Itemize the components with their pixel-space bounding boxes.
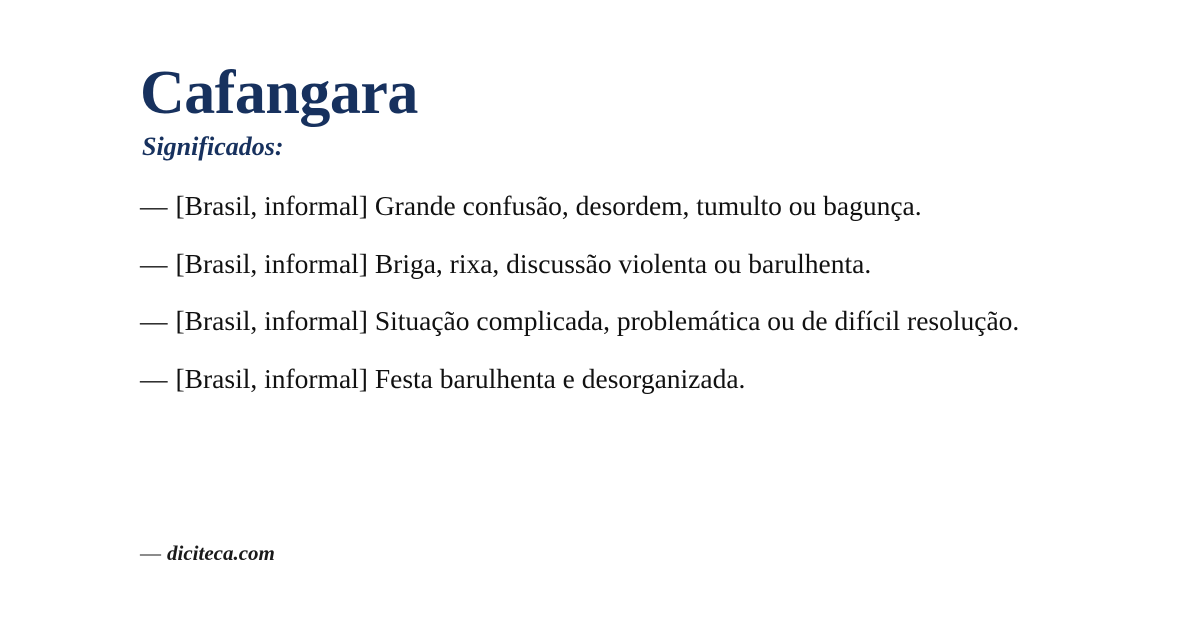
bullet-dash-icon: — (140, 305, 168, 337)
meanings-list (140, 188, 1060, 397)
source-attribution (140, 541, 275, 566)
source-name: diciteca.com (167, 541, 275, 565)
list-item (140, 303, 1060, 340)
page-title: Cafangara (140, 59, 418, 127)
list-item (140, 246, 1060, 283)
bullet-dash-icon: — (140, 247, 168, 279)
meaning-text: [Brasil, informal] Festa barulhenta e desorganizada. (175, 362, 746, 394)
meaning-text: [Brasil, informal] Situação complicada, problemática ou de difícil resolução. (175, 305, 1020, 337)
bullet-dash-icon: — (140, 190, 168, 221)
list-item (140, 361, 1060, 398)
bullet-dash-icon: — (140, 362, 168, 394)
list-item (140, 188, 1060, 225)
meanings-label: Significados: (142, 132, 284, 161)
source-dash-icon: — (140, 541, 161, 565)
meaning-text: [Brasil, informal] Briga, rixa, discussão violenta ou barulhenta. (175, 247, 872, 279)
meaning-text: [Brasil, informal] Grande confusão, desordem, tumulto ou bagunça. (175, 190, 922, 221)
